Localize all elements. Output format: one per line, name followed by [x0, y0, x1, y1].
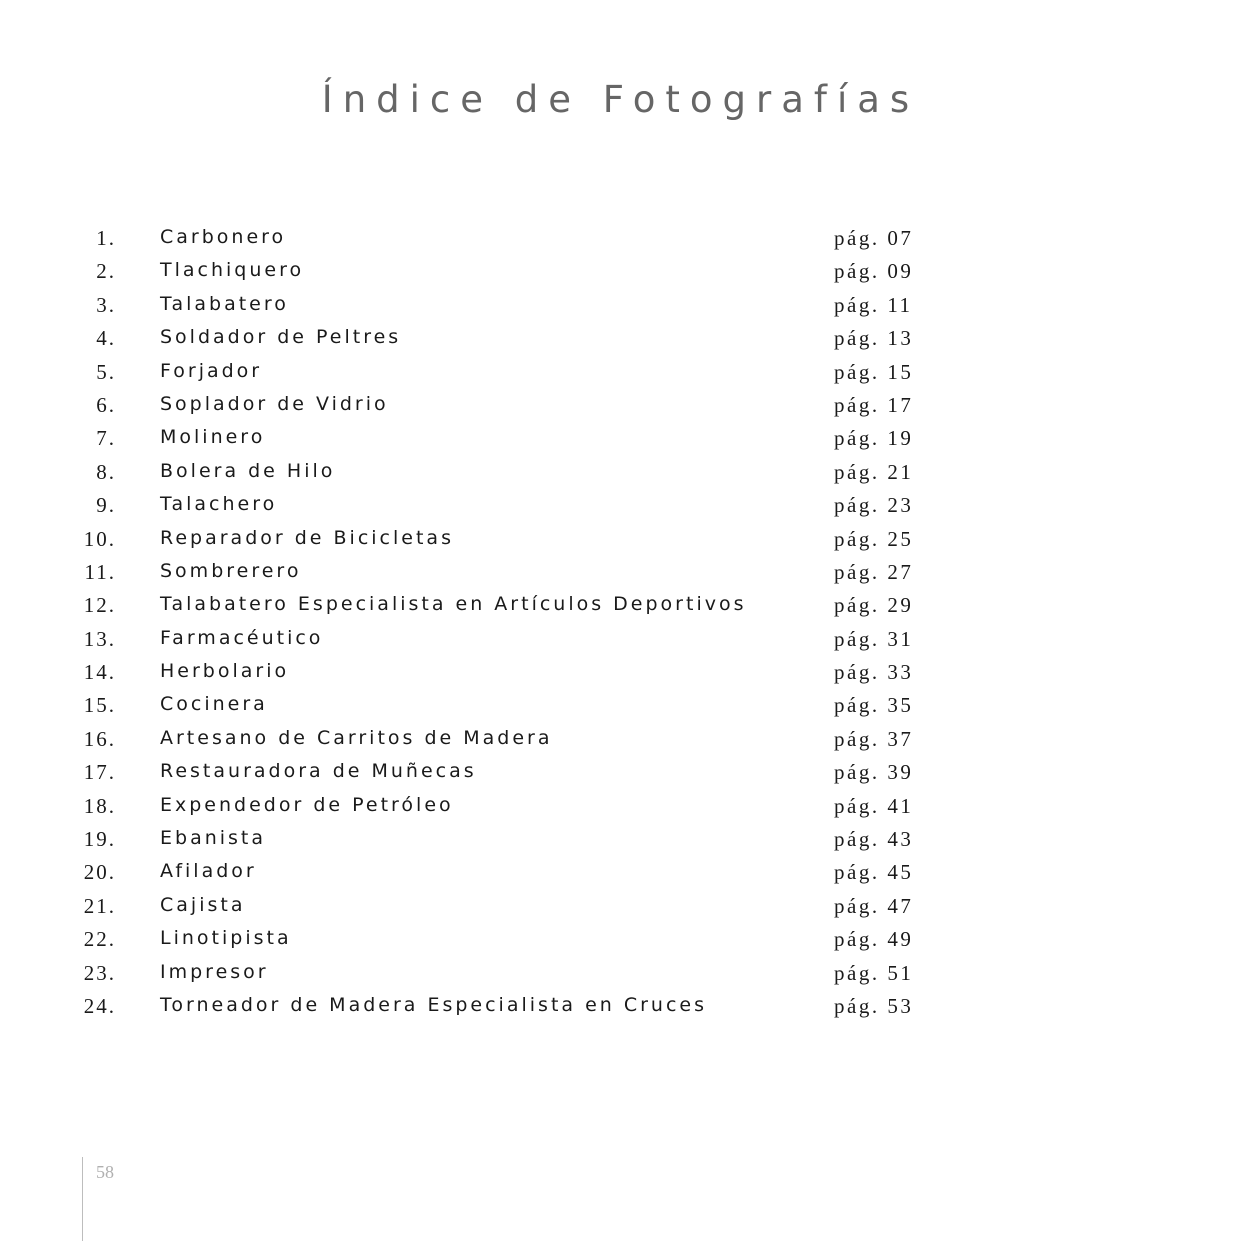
list-item [0, 790, 1241, 823]
entry-number: 21. [83, 893, 116, 918]
entry-number: 24. [83, 993, 116, 1018]
entry-label: Ebanista [160, 827, 267, 850]
entry-page: pág. 27 [834, 559, 914, 584]
entry-number: 6. [96, 392, 116, 417]
entry-page: pág. 41 [834, 793, 914, 818]
entry-number: 20. [83, 860, 116, 885]
list-item [0, 523, 1241, 556]
list-item [0, 957, 1241, 990]
entry-number: 18. [83, 793, 116, 818]
entry-label: Torneador de Madera Especialista en Cruces [160, 993, 707, 1016]
entry-page: pág. 47 [834, 893, 914, 918]
list-item [0, 289, 1241, 322]
footer-divider [82, 1157, 83, 1241]
page-number: 58 [96, 1162, 114, 1182]
entry-page: pág. 37 [834, 726, 914, 751]
entry-page: pág. 35 [834, 693, 914, 718]
entry-number: 2. [96, 259, 116, 284]
entry-number: 15. [83, 693, 116, 718]
entry-label: Restauradora de Muñecas [160, 760, 477, 783]
entry-number: 1. [96, 226, 116, 250]
entry-label: Impresor [160, 960, 269, 983]
entry-page: pág. 17 [834, 392, 914, 417]
entry-page: pág. 51 [834, 960, 914, 985]
list-item [0, 589, 1241, 622]
entry-label: Talabatero Especialista en Artículos Deportivos [160, 593, 747, 616]
entry-number: 19. [83, 827, 116, 852]
page-title: Índice de Fotografías [321, 78, 920, 121]
entry-number: 9. [96, 493, 116, 518]
entry-number: 4. [96, 326, 116, 351]
entry-label: Farmacéutico [160, 626, 324, 649]
entry-number: 14. [83, 660, 116, 685]
entry-number: 11. [84, 559, 116, 584]
entry-number: 10. [83, 526, 116, 551]
entry-label: Talachero [160, 493, 278, 516]
entry-page: pág. 15 [834, 359, 914, 384]
list-item [0, 356, 1241, 389]
list-item [0, 723, 1241, 756]
entry-label: Soplador de Vidrio [160, 392, 389, 415]
list-item [0, 255, 1241, 288]
list-item [0, 856, 1241, 889]
entry-number: 16. [83, 726, 116, 751]
list-item [0, 456, 1241, 489]
entry-page: pág. 29 [834, 593, 914, 618]
entry-page: pág. 25 [834, 526, 914, 551]
entry-page: pág. 23 [834, 493, 914, 518]
entry-label: Reparador de Bicicletas [160, 526, 454, 549]
entry-page: pág. 31 [834, 626, 914, 651]
entry-page: pág. 53 [834, 993, 914, 1018]
list-item [0, 623, 1241, 656]
entry-number: 7. [96, 426, 116, 451]
entry-page: pág. 11 [834, 292, 913, 317]
entry-number: 23. [83, 960, 116, 985]
list-item [0, 890, 1241, 923]
entry-label: Expendedor de Petróleo [160, 793, 454, 816]
list-item [0, 656, 1241, 689]
entry-number: 13. [83, 626, 116, 651]
entry-label: Cajista [160, 893, 246, 916]
entry-label: Herbolario [160, 660, 290, 683]
entry-page: pág. 21 [834, 459, 914, 484]
entry-label: Sombrerero [160, 559, 302, 582]
entry-label: Forjador [160, 359, 263, 382]
entry-page: pág. 39 [834, 760, 914, 785]
entry-label: Talabatero [160, 292, 289, 315]
entry-number: 17. [83, 760, 116, 785]
entry-page: pág. 13 [834, 326, 914, 351]
entry-page: pág. 09 [834, 259, 914, 284]
entry-label: Molinero [160, 426, 266, 449]
entry-label: Cocinera [160, 693, 268, 716]
list-item [0, 756, 1241, 789]
entry-label: Soldador de Peltres [160, 326, 402, 349]
entry-page: pág. 43 [834, 827, 914, 852]
list-item [0, 322, 1241, 355]
entry-number: 5. [96, 359, 116, 384]
entry-page: pág. 07 [834, 226, 914, 250]
list-item [0, 556, 1241, 589]
list-item [0, 990, 1241, 1023]
entry-number: 3. [96, 292, 116, 317]
entry-number: 12. [83, 593, 116, 618]
list-item [0, 422, 1241, 455]
entry-page: pág. 49 [834, 927, 914, 952]
entry-label: Afilador [160, 860, 257, 883]
list-item [0, 923, 1241, 956]
entry-page: pág. 19 [834, 426, 914, 451]
entry-number: 22. [83, 927, 116, 952]
photo-index-list [0, 222, 1241, 1023]
list-item [0, 489, 1241, 522]
entry-label: Tlachiquero [160, 259, 305, 282]
entry-label: Artesano de Carritos de Madera [160, 726, 553, 749]
list-item [0, 222, 1241, 255]
entry-label: Bolera de Hilo [160, 459, 336, 482]
entry-label: Carbonero [160, 226, 287, 248]
list-item [0, 823, 1241, 856]
entry-number: 8. [96, 459, 116, 484]
entry-page: pág. 45 [834, 860, 914, 885]
list-item [0, 389, 1241, 422]
entry-label: Linotipista [160, 927, 292, 950]
list-item [0, 689, 1241, 722]
entry-page: pág. 33 [834, 660, 914, 685]
